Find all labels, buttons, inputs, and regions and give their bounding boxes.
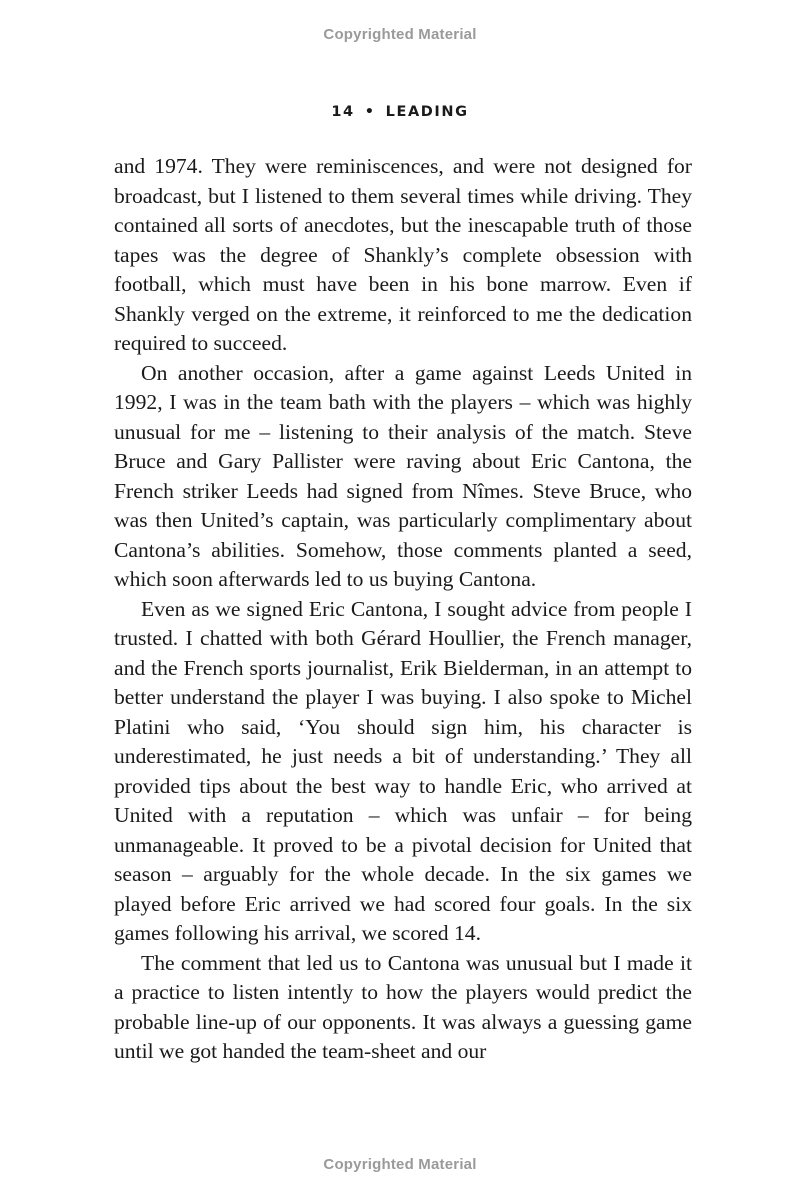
paragraph-continued: and 1974. They were reminiscences, and were not designed for broadcast, but I listened to them several times while driving. They contained all sorts of anecdotes, but the inescapable truth of those tapes was the degree of Shankly’s complete obsession with football, which must have been in his bone marrow. Even if Shankly verged on the extreme, it reinforced to me the dedication required to succeed. — [114, 154, 692, 355]
paragraph-cantona-advice: Even as we signed Eric Cantona, I sought advice from people I trusted. I chatted with both Gérard Houllier, the French manager, and the French sports journalist, Erik Bielderman, in an attempt to better understand the player I was buying. I also spoke to Michel Platini who said, ‘You should sign him, his character is underestimated, he just needs a bit of understanding.’ They all provided tips about the best way to handle Eric, who arrived at United with a reputation – which was unfair – for being unmanageable. It proved to be a pivotal decision for United that season – arguably for the whole decade. In the six games we played before Eric arrived we had scored four goals. In the six games following his arrival, we scored 14. — [114, 596, 692, 945]
body-text — [114, 152, 692, 1067]
paragraph-line-up-prediction: The comment that led us to Cantona was unusual but I made it a practice to listen intently to how the players would predict the probable line-up of our opponents. It was always a guessing game until we got handed the team-sheet and our — [114, 950, 692, 1063]
header-separator: • — [364, 104, 376, 120]
copyright-watermark-top: Copyrighted Material — [323, 26, 477, 43]
running-header — [0, 104, 800, 120]
chapter-title: LEADING — [385, 104, 469, 120]
page-number: 14 — [331, 104, 355, 120]
paragraph-leeds-bath: On another occasion, after a game against Leeds United in 1992, I was in the team bath with the players – which was highly unusual for me – listening to their analysis of the match. Steve Bruce and Gary Pallister were raving about Eric Cantona, the French striker Leeds had signed from Nîmes. Steve Bruce, who was then United’s captain, was particularly complimentary about Cantona’s abilities. Somehow, those comments planted a seed, which soon afterwards led to us buying Cantona. — [114, 360, 692, 591]
copyright-watermark-bottom: Copyrighted Material — [323, 1156, 477, 1173]
